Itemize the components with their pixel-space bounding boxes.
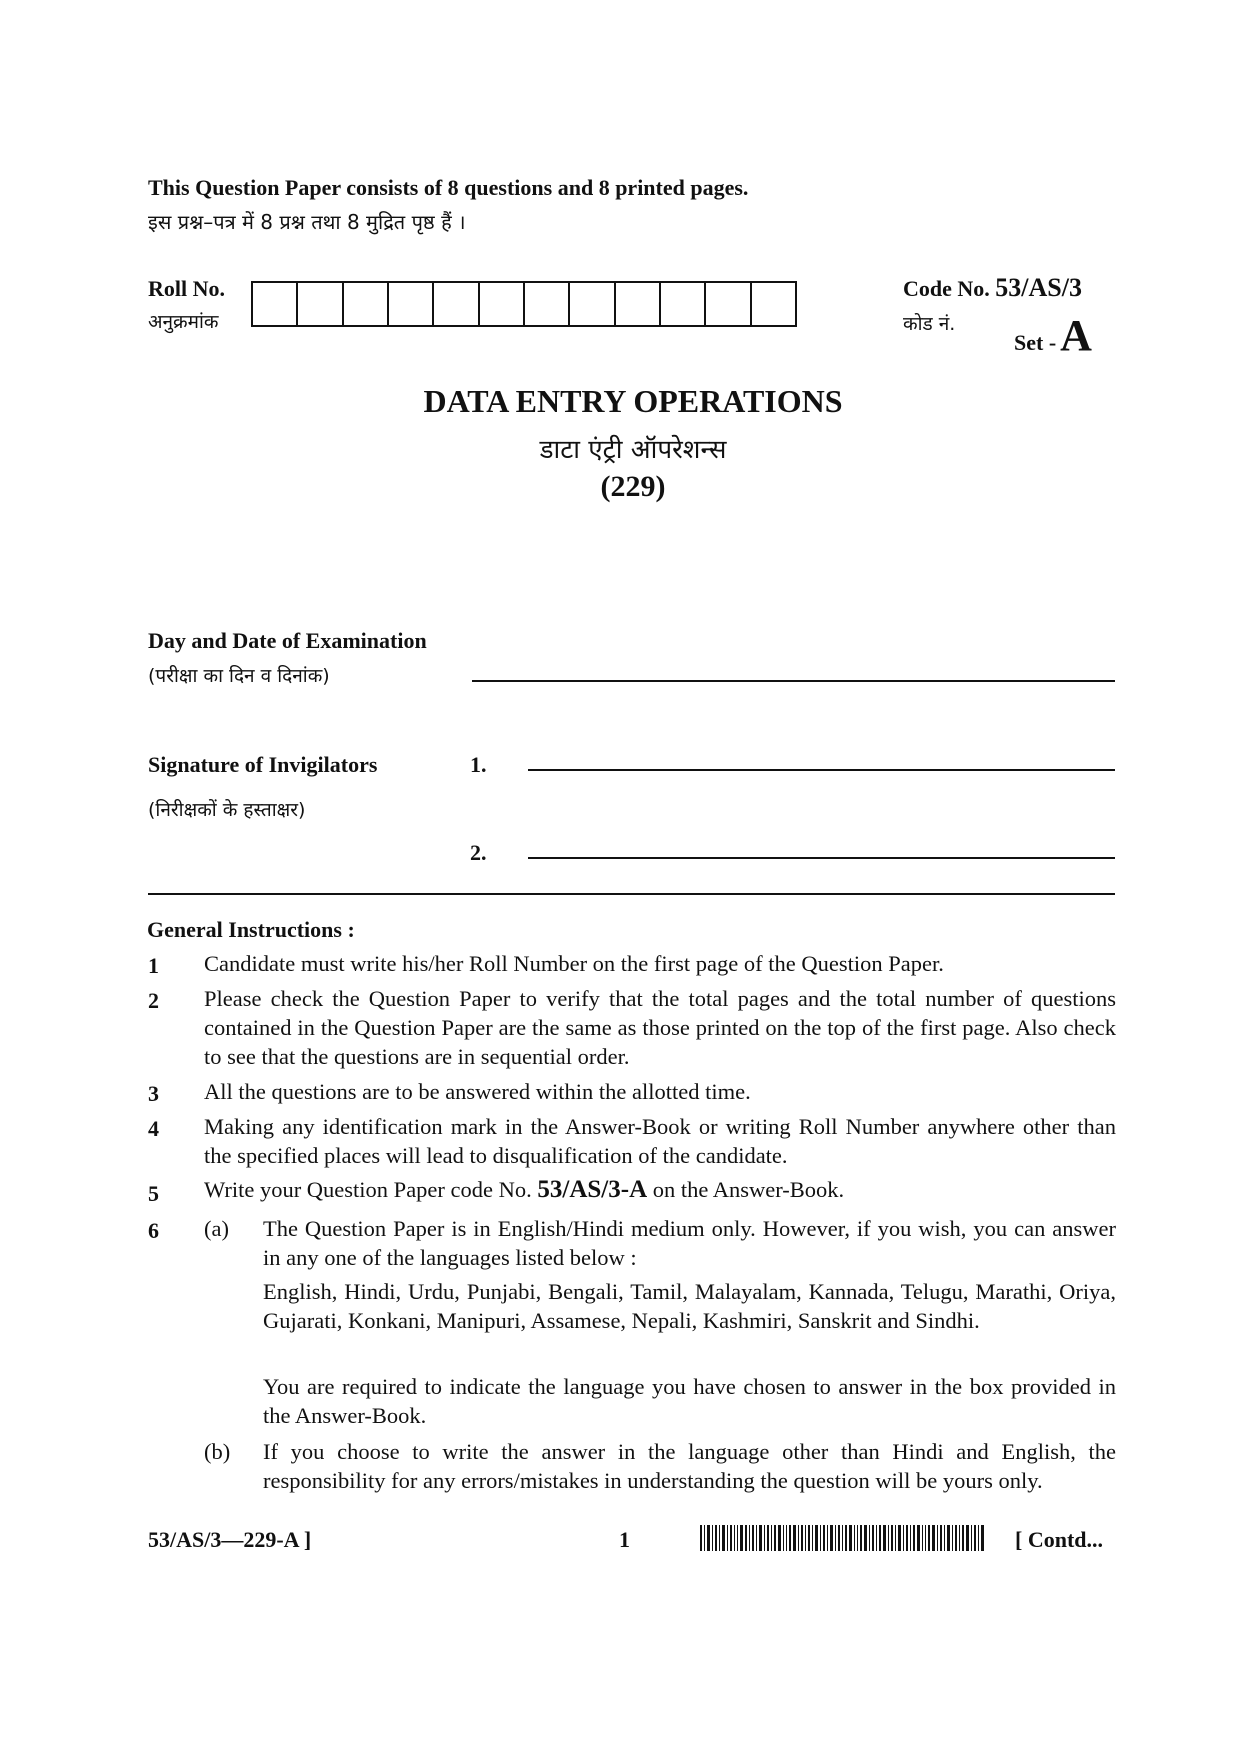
signature-1-number: 1. [470, 752, 487, 777]
roll-no-label-hindi: अनुक्रमांक [148, 311, 219, 333]
roll-digit-box[interactable] [253, 283, 298, 325]
barcode-icon [700, 1525, 985, 1551]
instruction-number: 4 [148, 1116, 159, 1141]
roll-digit-box[interactable] [570, 283, 615, 325]
instruction-number: 2 [148, 988, 159, 1013]
code-label: Code No. [903, 276, 990, 301]
continued-marker: [ Contd... [1015, 1527, 1104, 1552]
signature-1-line[interactable] [528, 769, 1115, 771]
roll-digit-box[interactable] [480, 283, 525, 325]
pages-info-english: This Question Paper consists of 8 questions and 8 printed pages. [148, 175, 749, 200]
roll-digit-box[interactable] [298, 283, 343, 325]
subject-title: DATA ENTRY OPERATIONS [423, 383, 843, 419]
instruction-5-text-before: Write your Question Paper code No. [204, 1177, 532, 1202]
roll-digit-box[interactable] [616, 283, 661, 325]
instruction-number: 6 [148, 1218, 159, 1243]
answer-book-code: 53/AS/3-A [537, 1176, 648, 1203]
instruction-text: All the questions are to be answered within the allotted time. [204, 1079, 751, 1104]
instruction-text: Candidate must write his/her Roll Number on the first page of the Question Paper. [204, 951, 944, 976]
instruction-number: 1 [148, 953, 159, 978]
instruction-number: 5 [148, 1181, 159, 1206]
sub-instruction-b-text: If you choose to write the answer in the language other than Hindi and English, the responsibility for any errors/mistakes in understanding the question will be yours only. [263, 1439, 1116, 1493]
set-value: A [1060, 311, 1092, 360]
footer-code: 53/AS/3—229-A ] [148, 1527, 312, 1552]
roll-number-boxes[interactable] [251, 281, 797, 327]
signature-2-number: 2. [470, 840, 487, 865]
roll-digit-box[interactable] [389, 283, 434, 325]
pages-info-hindi: इस प्रश्न–पत्र में 8 प्रश्न तथा 8 मुद्रित पृष्ठ हैं । [148, 210, 466, 234]
sub-instruction-label-a: (a) [204, 1216, 229, 1241]
instruction-5-text-after: on the Answer-Book. [652, 1177, 845, 1202]
roll-digit-box[interactable] [661, 283, 706, 325]
roll-digit-box[interactable] [344, 283, 389, 325]
signature-2-line[interactable] [528, 857, 1115, 859]
subject-title-hindi: डाटा एंट्री ऑपरेशन्स [539, 435, 727, 465]
exam-date-line[interactable] [472, 680, 1115, 682]
roll-no-label: Roll No. [148, 276, 225, 301]
invigilator-signature-label-hindi: (निरीक्षकों के हस्ताक्षर) [148, 799, 306, 821]
roll-digit-box[interactable] [525, 283, 570, 325]
roll-digit-box[interactable] [434, 283, 479, 325]
exam-date-label-hindi: (परीक्षा का दिन व दिनांक) [148, 665, 330, 687]
sub-instruction-a-text: The Question Paper is in English/Hindi medium only. However, if you wish, you can answer in any one of the languages listed below : [263, 1216, 1116, 1270]
language-note: You are required to indicate the language you have chosen to answer in the box provided in the Answer-Book. [263, 1374, 1116, 1428]
set-indicator [1014, 311, 1092, 360]
section-divider [148, 893, 1115, 895]
subject-code: (229) [600, 470, 666, 503]
invigilator-signature-label: Signature of Invigilators [148, 752, 378, 777]
roll-digit-box[interactable] [706, 283, 751, 325]
page-number: 1 [619, 1527, 630, 1552]
code-label-hindi: कोड नं. [903, 313, 956, 335]
set-label: Set - [1014, 330, 1057, 355]
instructions-heading: General Instructions : [147, 917, 355, 942]
instruction-text [204, 1175, 1116, 1204]
instruction-number: 3 [148, 1081, 159, 1106]
exam-date-label: Day and Date of Examination [148, 628, 427, 653]
sub-instruction-label-b: (b) [204, 1439, 231, 1464]
code-value: 53/AS/3 [995, 273, 1082, 302]
languages-list: English, Hindi, Urdu, Punjabi, Bengali, Tamil, Malayalam, Kannada, Telugu, Marathi, Oriya, Gujarati, Konkani, Manipuri, Assamese, Nepali, Kashmiri, Sanskrit and Sindhi. [263, 1279, 1116, 1333]
code-number [903, 273, 1082, 303]
instruction-text: Please check the Question Paper to verify that the total pages and the total number of questions contained in the Question Paper are the same as those printed on the top of the first page. Also check to see that the questions are in sequential order. [204, 986, 1116, 1069]
roll-digit-box[interactable] [752, 283, 795, 325]
barcode-svg [700, 1525, 985, 1551]
instruction-text: Making any identification mark in the Answer-Book or writing Roll Number anywhere other than the specified places will lead to disqualification of the candidate. [204, 1114, 1116, 1168]
